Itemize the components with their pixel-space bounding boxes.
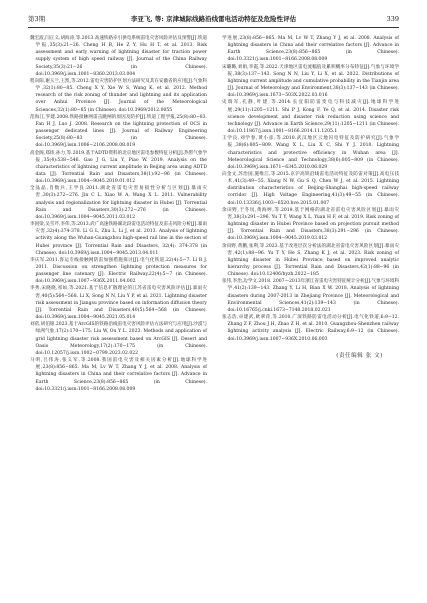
references-right-column (222, 35, 399, 360)
reference-entry: 刘蓓,胡伯银.2023.基于ArcGIS的铁路沿线雷电灾害风险评估方法研究与应用[J].沙漠与绿洲气象,17(2):170−175. Liu W, Ou Y L. 2023. Methods and application of grid lightning disaster risk assessment based on ArcGIS [J]. Desert and Oasis Meteorology,17(2):170−175 (in Chinese). doi:10.12057/j.issn.1002−0799.2023.02.022 (30, 322, 207, 356)
reference-entry: 史瑞军,孔静,叶建,等.2014.长宜阳防雷变电与科技减灾[J].地球科学进展,29(11):1205−1211. Shi P J, Kong F, Ye Q, et al. 2014. Disaster risk science development and disaster risk reduction using science and technology [J]. Advance in Earth Science,29(11):1205−1211 (in Chinese). doi:10.11867/j.issn.1001−8166.2014.11.1205.1 (222, 100, 399, 135)
reference-entry: 高金阁,郑炜,孙力,等.2019.基于ADTD资料的北京地区雷电参数特征分析[J].热带气象学报,35(4):538−546. Gao J G, Liu Y, Piao W. 2019. Analysis on the characteristics of lightning current amplitude in Beijing area using ADTD data [J]. Torrential Rain and Disasters,38(1):92−96 (in Chinese). doi:10.3969/j.issn.1004−9045.2019.01.012 (30, 150, 207, 185)
running-title: 李亚飞, 等: 京津城际线路沿线雷电活动特征及危险性评估 (130, 15, 297, 23)
reference-entry: 魏宏波,闫正义,胡海涛,等.2013.高速铁路牵引供电系统雷电灾害风险评估及预警[J].铁道学报,35(3):21−26. Cheng H B, He Z Y, Hu H T, et al. 2013. Risk assessment and early warning of lightning disaster for traction power supply system of high speed railway [J]. Journal of the China Railway Society,35(3):21−26 (in Chinese). doi:10.3969/j.issn.1001−8360.2013.03.004 (30, 36, 207, 77)
reference-entry: 余田野,黄鹏,张利,等.2023.基于改进层次分析法的湖北省雷电灾害风险区划[J].暴雨灾害,42(1):88−96. Yu T Y, He S, Zhang K J, et al. 2023. Risk zoning of lightning disaster in Hubei Province based on improved analytic hierarchy process [J]. Torrential Rain and Disasters,42(1):88−96 (in Chinese). doi:10.12406/byzh.2022−185 (222, 243, 399, 278)
reference-entry: 马明,吕伟涛,张义军,等.2008.我国雷电灾害及相关因素分析[J].地球科学进展,23(8):856−865. Ma M, Lv W T, Zhang Y J, et al. 2008. Analysis of lightning disasters in China and their correlative factors [J]. Advance in Earth Science,23(8):856−865 (in Chinese). doi:10.3321/j.issn:1001−8166.2008.08.009 (30, 358, 207, 392)
reference-entry: 张志浩,卓建武,欧翠萍,等.2010.广深铁路防雷电活动分析[J].电气化铁道,6:9−12. Zhang Z F, Zhou J H, Zhao Z H, et al. 2010. Guangzhou-Shenzhen railway lightning activity analysis [J]. Electric Railway,6:9−12 (in Chinese). doi:10.3969/j.issn.1007−936X.2010.06.003 (222, 315, 399, 342)
reference-entry: 张伟,李治,边学文.2018. 2007—2013年浙江省雷电灾害特征统计分析[J].气象与环境科学,41(2):139−143. Zhang Y, Li H, Bian X W. 2018. Analysis of lightning disasters during 2007-2013 in Zhejiang Province [J]. Meteorological and Environmental Sciences,41(2):139−143 (in Chinese). doi:10.16765/j.cnki.1673−7148.2018.02.021 (222, 279, 399, 313)
reference-entry: 向金文,苏治国,施维江,等.2015.京沪高铁沿线雷电活动特征及防雷对策[J].高电压技术,41(3):49−55. Xiang N W, Gu S Q, Chen W J, et al. 2015. Lightning distribution characteristics of Beijing-Shanghai high-speed railway corridor [J]. High Voltage Engineering,41(3):49−55 (in Chinese). doi:10.13336/j.1003−6520.hve.2015.01.007 (222, 171, 399, 206)
page-number: 339 (386, 15, 399, 23)
reference-entry: 李秀,宋晓晓,祁如,等.2021.基于信息扩散理论的江苏省雷电灾害风险评估[J].暴雨灾害,40(5):564−568. Li X, Song N N, Liu Y P, et al. 2021. Lightning disaster risk assessment in Jiangsu province based on information diffusion theory [J]. Torrential Rain and Disasters,40(5):564−568 (in Chinese). doi:10.3969/j.issn.1004−9045.2021.05.014 (30, 286, 207, 321)
reference-entry: 程向阳,谢玉兰,王凯,等.2012.雷电灾害防护区划方法研究及其在安徽省的应用[J].气象科学,32(1):80−85. Cheng X Y, Xie W S, Wang K, et al. 2012. Method research of the risk zoning of thunder and lightning and its application over Anhui Province [J]. Journal of the Meteorological Sciences,32(1):80−85 (in Chinese). doi:10.3969/2012.0055 (30, 78, 207, 113)
issue-number: 第3期 (28, 15, 46, 23)
header-rule (28, 27, 399, 28)
running-header (28, 13, 399, 25)
reference-entry: 李庆军.2011.客运专线接触网防雷加强措施探讨[J].电气化铁道,22(4):5−7. Li R J. 2011. Discussion on strengthen lightning protection measures for passenger line catenary [J]. Electric Railway,22(4):5−7 (in Chinese). doi:10.3969/j.issn.1007−936X.2011.04.002 (30, 257, 207, 285)
reference-entry: 王学良,刘学春,黄小彦,等.2010.武汉地区云地闪电特征及防护研究[J].气象学报,38(6):805−809. Wang X L, Liu X C, Shi Y J. 2010. Lightning characteristics and protective efficiency in Wuhan area [J]. Meteorological Science and Technology,38(6):805−809 (in Chinese). doi:10.3969/j.issn.1671−6345.2010.06.029 (222, 136, 399, 170)
reference-entry: 李国梁,吴雪芹,李伟,等.2013.武广高速铁路湖北段雷电活动特征及雷击风险分析[J].暴雨灾害,32(4):374-378. Li G L, Zhu L, Li J, et al. 2013. Analysis of lightning activity along the Wuhan-Guangzhou high-speed rail line in the section of Hubei province [J]. Torrential Rain and Disasters, 32(4): 374-378 (in Chinese). doi:10.3969/j.issn.1004−9045.2013.04.011 (30, 222, 207, 256)
references-left-column (30, 35, 207, 393)
reference-entry: 余田野,于冬岚,黄海婷,等.2019.基于网格的湖北省雷电灾害风险区划[J].暴雨灾害,38(3):291−296. Yu T Y, Wang X L, Yuan H F, et al. 2019. Risk zoning of lightning disaster in Hubei Province based on projection pursuit method [J]. Torrential Rain and Disasters,38(3):291−296 (in Chinese). doi:10.3969/j.issn.1004−9045.2019.03.012 (222, 207, 399, 242)
reference-entry: 全晶晶,肖数兵,王学良.2011.湖北省雷电灾害易损性分析与区划[J].暴雨灾害,30(3):272−276. Jin C L, Xiao W A, Wang X L. 2011. Vulnerability analysis and regionalization for lightning disaster in Hubei [J]. Torrential Rain and Disasters,30(3):272−276 (in Chinese). doi:10.3969/j.issn.1004−9045.2011.03.012 (30, 186, 207, 220)
editor-note: (责任编辑 张 文) (336, 352, 383, 359)
reference-entry: 学进展,23(8):856−865. Ma M, Lv W T, Zhang Y J, et al. 2008. Analysis of lightning disasters in China and their correlative factors [J]. Advance in Earth Science,23(8):856−865 (in Chinese). doi:10.3321/j.issn:1001−8166.2008.08.009 (222, 36, 399, 63)
reference-entry: 宋璐璐,刘娟,李霞,等.2022.天津地区雷电流幅值及累积概率分布特征[J].气象与环境学报,38(3):137−143. Song N N, Liu Y, Li X, et al. 2022. Distributions of lightning current amplitude and cumulative probability in the Tianjin area [J]. Journal of Meteorology and Environment,38(3):137−143 (in Chinese). doi:10.3969/j.issn.1673−503X.2022.03.016 (222, 64, 399, 99)
reference-entry: 范海江,罗建.2008.铁路接触网雷击跳闸的原因及防护[J].铁道工程学报,25(8):80−83. Fan H J, Luo J. 2008. Research on the lightning protection of OCS in passenger dedicated lines [J]. Journal of Railway Engineering Society,25(8):80−83 (in Chinese). doi:10.3969/j.issn.1006−2106.2008.08.019 (30, 114, 207, 149)
